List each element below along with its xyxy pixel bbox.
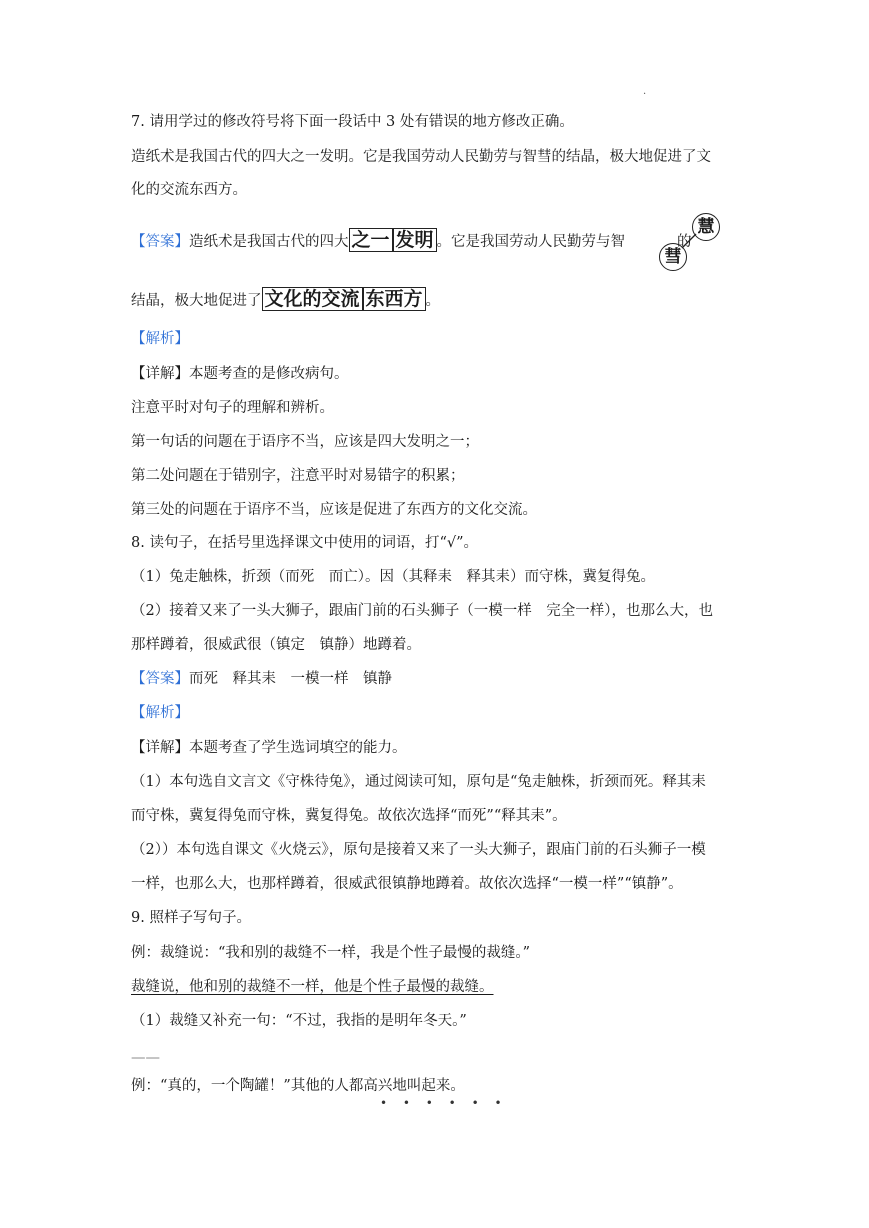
correction-box: 之一 [349,228,393,252]
q8-detail1: 【详解】本题考查了学生选词填空的能力。 [131,740,407,756]
answer-text: 而死 释其耒 一模一样 镇静 [189,671,392,687]
q8-sentence2-line2: 那样蹲着，很威武很（镇定 镇静）地蹲着。 [131,637,421,653]
q7-detail3: 第一句话的问题在于语序不当，应该是四大发明之一； [131,434,479,450]
q8-detail3-line1: （2））本句选自课文《火烧云》，原句是接着又来了一头大狮子，跟庙门前的石头狮子一模 [131,842,706,858]
q8-title: 8. 读句子，在括号里选择课文中使用的词语，打“√”。 [131,535,479,551]
correct-char-circle: 慧 [692,213,720,241]
q8-sentence2-line1: （2）接着又来了一头大狮子，跟庙门前的石头狮子（一模一样 完全一样），也那么大，也 [131,603,713,619]
correction-box: 东西方 [363,287,426,311]
correction-box: 发明 [393,228,437,252]
answer-tag: 【答案】 [131,671,189,687]
q7-detail4: 第二处问题在于错别字，注意平时对易错字的积累； [131,468,465,484]
emphasis-dots: • • • • • • [380,1096,508,1110]
answer-text: 造纸术是我国古代的四大 [189,234,349,250]
q9-example1-rewrite: 裁缝说，他和别的裁缝不一样，他是个性子最慢的裁缝。 [131,979,494,995]
correction-box: 文化的交流 [262,287,363,311]
wrong-char-circle: 彗 [659,243,687,271]
q7-answer-line2 [131,289,440,311]
q9-example2: 例：“真的，一个陶罐！”其他的人都高兴地叫起来。 [131,1078,465,1094]
q7-detail1: 【详解】本题考查的是修改病句。 [131,366,349,382]
q8-detail2-line1: （1）本句选自文言文《守株待兔》，通过阅读可知，原句是“兔走触株，折颈而死。释其耒 [131,774,706,790]
q9-example1: 例：裁缝说：“我和别的裁缝不一样，我是个性子最慢的裁缝。” [131,945,531,961]
q8-detail2-line2: 而守株，冀复得兔而守株，冀复得兔。故依次选择“而死”“释其耒”。 [131,808,567,824]
header-dot: . [643,86,647,97]
q7-detail5: 第三处的问题在于语序不当，应该是促进了东西方的文化交流。 [131,502,537,518]
answer-text: 。 [425,293,441,309]
q8-detail3-line2: 一样，也那么大，也那样蹲着，很威武很镇静地蹲着。故依次选择“一模一样”“镇静”。 [131,876,683,892]
q7-title: 7. 请用学过的修改符号将下面一段话中 3 处有错误的地方修改正确。 [131,114,574,130]
q7-answer-line1 [131,230,692,252]
answer-text: 。它是我国劳动人民勤劳与智 [436,234,626,250]
answer-blank: —— [131,1050,160,1066]
answer-tag: 【答案】 [131,234,189,250]
q8-analysis-tag: 【解析】 [131,705,189,721]
q7-detail2: 注意平时对句子的理解和辨析。 [131,400,334,416]
q9-title: 9. 照样子写句子。 [131,910,251,926]
answer-text: 结晶，极大地促进了 [131,293,262,309]
q7-passage-line2: 化的交流东西方。 [131,182,247,198]
q9-item1: （1）裁缝又补充一句：“不过，我指的是明年冬天。” [131,1013,467,1029]
q8-sentence1: （1）兔走触株，折颈（而死 而亡）。因（其释耒 释其耒）而守株，冀复得兔。 [131,569,655,585]
answer-text: 的 [677,234,692,250]
q7-analysis-tag: 【解析】 [131,331,189,347]
q8-answer [131,669,392,689]
q7-passage-line1: 造纸术是我国古代的四大之一发明。它是我国劳动人民勤劳与智彗的结晶，极大地促进了文 [131,149,711,165]
